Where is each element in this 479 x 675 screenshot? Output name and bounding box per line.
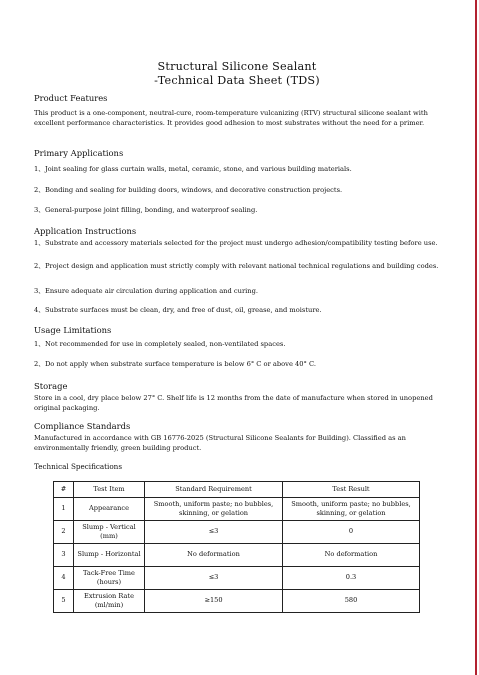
application-item: 1、Joint sealing for glass curtain walls, metal, ceramic, stone, and various building materials.: [34, 165, 352, 173]
cell-result: No deformation: [283, 544, 420, 567]
heading-application-instructions: Application Instructions: [34, 226, 137, 236]
page-edge-line: [475, 0, 477, 675]
table-header-row: [54, 482, 420, 498]
heading-compliance-standards: Compliance Standards: [34, 421, 131, 431]
cell-standard: ≤3: [145, 521, 283, 544]
table-row: [54, 544, 420, 567]
cell-number: 5: [54, 590, 74, 613]
doc-title-line1: Structural Silicone Sealant: [157, 60, 317, 73]
limitation-item: 2、Do not apply when substrate surface temperature is below 6° C or above 40° C.: [34, 360, 317, 368]
application-item: 3、General-purpose joint filling, bonding, and waterproof sealing.: [34, 206, 258, 214]
cell-result: 0: [283, 521, 420, 544]
application-item: 2、Bonding and sealing for building doors, windows, and decorative construction projects.: [34, 186, 343, 194]
cell-test-item: Slump - Horizontal: [74, 544, 145, 567]
compliance-text: Manufactured in accordance with GB 16776-2025 (Structural Silicone Sealants for Building). Classified as an environmentally friendly, green building product.: [34, 434, 406, 452]
col-header-standard: Standard Requirement: [145, 482, 283, 498]
table-row: [54, 498, 420, 521]
col-header-result: Test Result: [283, 482, 420, 498]
storage-text: Store in a cool, dry place below 27° C. Shelf life is 12 months from the date of manufacture when stored in unopened original packaging.: [34, 394, 433, 412]
heading-product-features: Product Features: [34, 93, 108, 103]
heading-usage-limitations: Usage Limitations: [34, 325, 112, 335]
limitation-item: 1、Not recommended for use in completely sealed, non-ventilated spaces.: [34, 340, 286, 348]
spec-table: [53, 481, 420, 613]
cell-number: 1: [54, 498, 74, 521]
cell-result: 0.3: [283, 567, 420, 590]
heading-primary-applications: Primary Applications: [34, 148, 124, 158]
cell-standard: No deformation: [145, 544, 283, 567]
cell-standard: ≥150: [145, 590, 283, 613]
instruction-item: 2、Project design and application must strictly comply with relevant national technical regulations and building codes.: [34, 262, 439, 270]
cell-test-item: Slump - Vertical (mm): [74, 521, 145, 544]
instruction-item: 3、Ensure adequate air circulation during application and curing.: [34, 287, 258, 295]
features-text: This product is a one-component, neutral-cure, room-temperature vulcanizing (RTV) structural silicone sealant with excellent performance characteristics. It provides good adhesion to most substrates without the need for a primer.: [34, 109, 428, 127]
col-header-test-item: Test Item: [74, 482, 145, 498]
cell-test-item: Extrusion Rate (ml/min): [74, 590, 145, 613]
col-header-number: #: [54, 482, 74, 498]
heading-storage: Storage: [34, 381, 68, 391]
doc-title-line2: -Technical Data Sheet (TDS): [154, 74, 320, 87]
instruction-item: 4、Substrate surfaces must be clean, dry, and free of dust, oil, grease, and moisture.: [34, 306, 322, 314]
cell-test-item: Appearance: [74, 498, 145, 521]
cell-standard: ≤3: [145, 567, 283, 590]
table-row: [54, 521, 420, 544]
cell-test-item: Tack-Free Time (hours): [74, 567, 145, 590]
cell-standard: Smooth, uniform paste; no bubbles, skinning, or gelation: [145, 498, 283, 521]
cell-result: Smooth, uniform paste; no bubbles, skinning, or gelation: [283, 498, 420, 521]
spec-table-wrapper: [53, 481, 419, 613]
instruction-item: 1、Substrate and accessory materials selected for the project must undergo adhesion/compatibility testing before use.: [34, 239, 438, 247]
cell-number: 4: [54, 567, 74, 590]
heading-technical-specifications: Technical Specifications: [34, 462, 123, 471]
table-row: [54, 567, 420, 590]
cell-number: 2: [54, 521, 74, 544]
cell-number: 3: [54, 544, 74, 567]
table-row: [54, 590, 420, 613]
cell-result: 580: [283, 590, 420, 613]
